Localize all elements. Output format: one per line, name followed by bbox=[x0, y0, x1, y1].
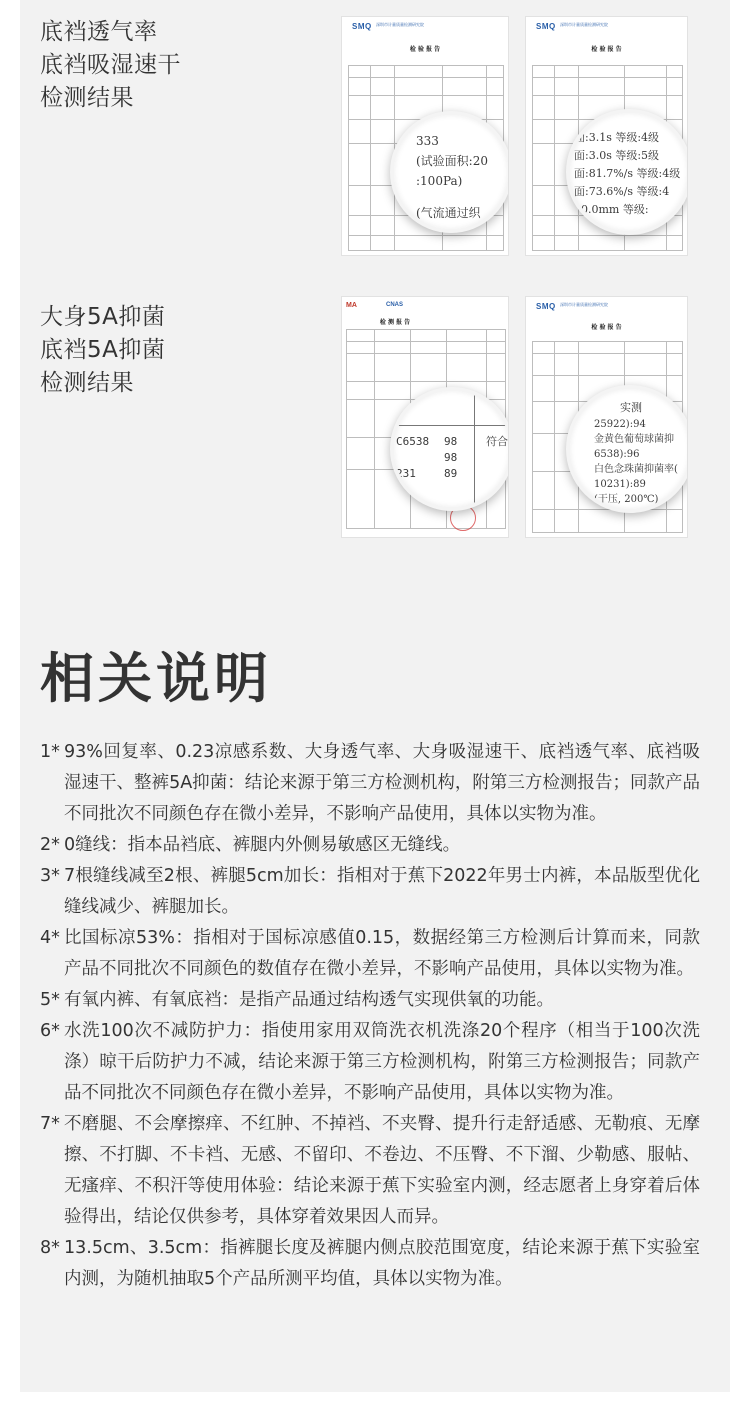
report-title: 检 验 报 告 bbox=[591, 46, 622, 53]
section1-label-line: 底裆吸湿速干 bbox=[40, 52, 181, 78]
magnifier-lens bbox=[390, 387, 509, 511]
magnifier-text: 金黄色葡萄球菌抑 bbox=[594, 434, 674, 445]
smq-logo: SMQ bbox=[352, 22, 372, 31]
magnifier-lens bbox=[390, 111, 509, 233]
section1-label bbox=[40, 16, 181, 115]
magnifier-text: 333 bbox=[416, 134, 439, 148]
magnifier-text: 25922):94 bbox=[594, 419, 646, 430]
magnifier-text: (气流通过织 bbox=[416, 206, 481, 220]
magnifier-text: 面:73.6%/s 等级:4 bbox=[574, 185, 670, 198]
test-report-antibacterial-right bbox=[525, 296, 688, 538]
note-text: 比国标凉53%：指相对于国标凉感值0.15，数据经第三方检测后计算而来，同款产品不同批次不同颜色的数值存在微小差异，不影响产品使用，具体以实物为准。 bbox=[64, 928, 700, 979]
smq-logo: SMQ bbox=[536, 22, 556, 31]
note-number: 4* bbox=[40, 928, 60, 948]
note-text: 不磨腿、不会摩擦痒、不红肿、不掉裆、不夹臀、提升行走舒适感、无勒痕、无摩擦、不打脚、不卡裆、无感、不留印、不卷边、不压臀、不下溜、少勒感、服帖、无瘙痒、不积汗等使用体验：结论来源于蕉下实验室内测，经志愿者上身穿着后体验得出，结论仅供参考，具体穿着效果因人而异。 bbox=[64, 1114, 700, 1227]
section2-label-line: 检测结果 bbox=[40, 370, 134, 396]
note-item bbox=[40, 737, 700, 830]
note-number: 5* bbox=[40, 990, 60, 1010]
magnifier-code: C6538 bbox=[396, 435, 430, 448]
cma-badge: MA bbox=[346, 302, 357, 309]
magnifier-text: 10231):89 bbox=[594, 479, 646, 490]
magnifier-text: :100Pa) bbox=[416, 174, 463, 188]
magnifier-text: 白色念珠菌抑菌率( bbox=[594, 464, 678, 475]
smq-logo-subtitle: 深圳市计量质量检测研究院 bbox=[560, 302, 608, 307]
note-item bbox=[40, 985, 700, 1016]
note-number: 7* bbox=[40, 1114, 60, 1134]
magnifier-value: 89 bbox=[444, 467, 458, 480]
note-number: 2* bbox=[40, 835, 60, 855]
notes-list bbox=[40, 737, 700, 1295]
note-item bbox=[40, 1016, 700, 1109]
smq-logo-subtitle: 深圳市计量质量检测研究院 bbox=[376, 22, 424, 27]
cnas-badge: CNAS bbox=[386, 302, 404, 308]
note-number: 1* bbox=[40, 742, 60, 762]
magnifier-text: 面:3.0s 等级:5级 bbox=[574, 149, 660, 162]
test-report-antibacterial-left bbox=[341, 296, 509, 538]
magnifier-result: 符合 bbox=[486, 435, 508, 448]
note-item bbox=[40, 830, 700, 861]
magnifier-text: 面:3.1s 等级:4级 bbox=[574, 131, 660, 144]
section2-label-line: 底裆5A抑菌 bbox=[40, 337, 166, 363]
note-item bbox=[40, 923, 700, 985]
section1-label-line: 底裆透气率 bbox=[40, 19, 158, 45]
section2-label-line: 大身5A抑菌 bbox=[40, 304, 166, 330]
magnifier-text: 20.0mm 等级: bbox=[574, 203, 649, 216]
smq-logo: SMQ bbox=[536, 302, 556, 311]
note-text: 有氧内裤、有氧底裆：是指产品通过结构透气实现供氧的功能。 bbox=[64, 990, 554, 1010]
magnifier-text: (干压, 200℃) bbox=[594, 494, 659, 505]
note-text: 7根缝线减至2根、裤腿5cm加长：指相对于蕉下2022年男士内裤，本品版型优化缝线减少、裤腿加长。 bbox=[64, 866, 700, 917]
section2-label bbox=[40, 301, 165, 400]
note-number: 3* bbox=[40, 866, 60, 886]
magnifier-lens bbox=[566, 109, 688, 235]
report-title: 检 测 报 告 bbox=[379, 319, 411, 326]
note-number: 8* bbox=[40, 1238, 60, 1258]
note-text: 水洗100次不减防护力：指使用家用双筒洗衣机洗涤20个程序（相当于100次洗涤）晾干后防护力不减，结论来源于第三方检测机构，附第三方检测报告；同款产品不同批次不同颜色存在微小差异，不影响产品使用，具体以实物为准。 bbox=[64, 1021, 700, 1103]
note-text: 93%回复率、0.23凉感系数、大身透气率、大身吸湿速干、底裆透气率、底裆吸湿速干、整裤5A抑菌：结论来源于第三方检测机构，附第三方检测报告；同款产品不同批次不同颜色存在微小差异，不影响产品使用，具体以实物为准。 bbox=[64, 742, 700, 824]
note-text: 0缝线：指本品裆底、裤腿内外侧易敏感区无缝线。 bbox=[64, 835, 461, 855]
section1-label-line: 检测结果 bbox=[40, 85, 134, 111]
note-item bbox=[40, 861, 700, 923]
test-report-breathability-right bbox=[525, 16, 688, 256]
note-item bbox=[40, 1109, 700, 1233]
test-report-breathability-left bbox=[341, 16, 509, 256]
note-text: 13.5cm、3.5cm：指裤腿长度及裤腿内侧点胶范围宽度，结论来源于蕉下实验室内测，为随机抽取5个产品所测平均值，具体以实物为准。 bbox=[64, 1238, 700, 1289]
note-number: 6* bbox=[40, 1021, 60, 1041]
page-heading: 相关说明 bbox=[40, 647, 272, 710]
magnifier-code: 231 bbox=[396, 467, 416, 480]
magnifier-value: 98 bbox=[444, 435, 458, 448]
magnifier-text: (试验面积:20 bbox=[416, 154, 488, 168]
magnifier-value: 98 bbox=[444, 451, 458, 464]
magnifier-text: 6538):96 bbox=[594, 449, 640, 460]
report-title: 检 验 报 告 bbox=[591, 324, 622, 331]
magnifier-text: 实测 bbox=[620, 401, 642, 414]
report-title: 检 验 报 告 bbox=[409, 46, 441, 53]
magnifier-text: 面:81.7%/s 等级:4级 bbox=[574, 167, 681, 180]
certification-header bbox=[346, 300, 504, 314]
smq-logo-subtitle: 深圳市计量质量检测研究院 bbox=[560, 22, 608, 27]
magnifier-lens bbox=[566, 385, 688, 513]
note-item bbox=[40, 1233, 700, 1295]
